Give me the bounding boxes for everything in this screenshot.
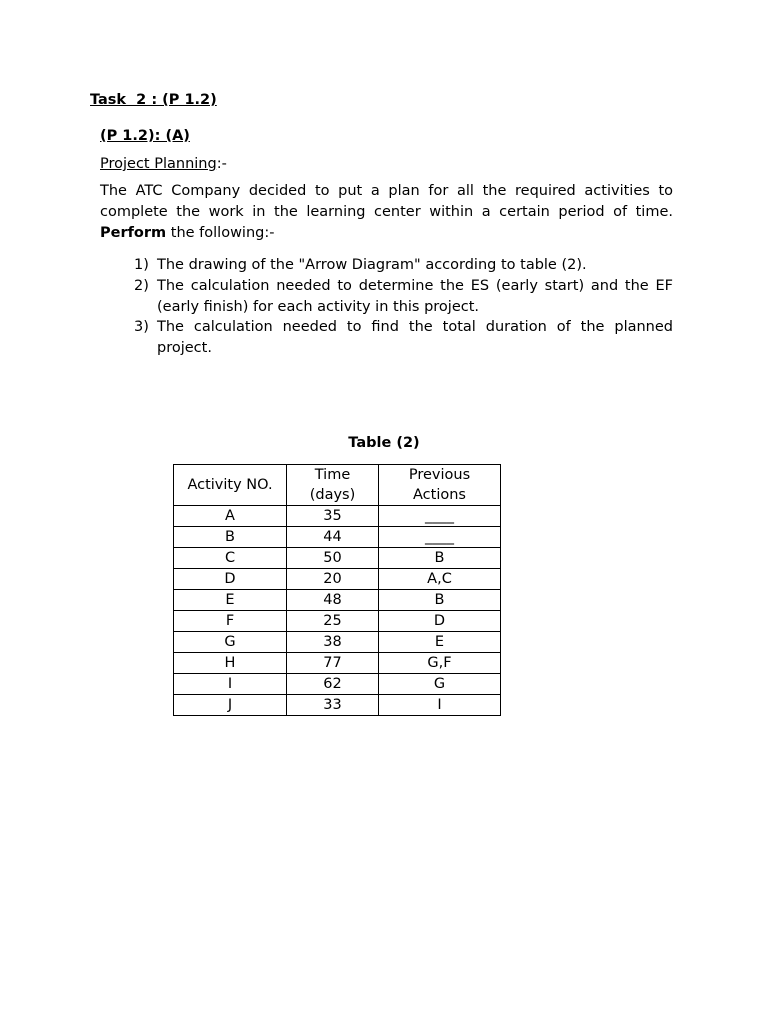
table-row <box>174 632 501 653</box>
cell-activity: E <box>174 590 287 611</box>
cell-previous: E <box>379 632 501 653</box>
header-previous-line1: Previous <box>408 467 471 483</box>
cell-time: 44 <box>287 527 379 548</box>
cell-previous: ____ <box>379 527 501 548</box>
cell-activity: J <box>174 695 287 716</box>
cell-previous: G,F <box>379 653 501 674</box>
table-header-row <box>174 465 501 506</box>
cell-activity: D <box>174 569 287 590</box>
table-row <box>174 506 501 527</box>
table-caption: Table (2) <box>348 435 420 451</box>
perform-word: Perform <box>100 225 167 241</box>
cell-previous: ____ <box>379 506 501 527</box>
table-row <box>174 548 501 569</box>
cell-activity: A <box>174 506 287 527</box>
planning-heading-suffix: :- <box>216 156 227 172</box>
task-number: 1) <box>134 257 149 273</box>
task-text: The drawing of the "Arrow Diagram" according to table (2). <box>157 257 587 273</box>
cell-time: 48 <box>287 590 379 611</box>
cell-time: 77 <box>287 653 379 674</box>
task-item <box>100 255 673 276</box>
cell-time: 33 <box>287 695 379 716</box>
table-row <box>174 653 501 674</box>
table-row <box>174 590 501 611</box>
cell-time: 38 <box>287 632 379 653</box>
cell-time: 62 <box>287 674 379 695</box>
table-row <box>174 611 501 632</box>
header-time-line1: Time <box>314 467 351 483</box>
cell-previous: G <box>379 674 501 695</box>
activities-table <box>173 464 501 716</box>
perform-suffix: the following:- <box>166 225 275 241</box>
cell-activity: F <box>174 611 287 632</box>
table-row <box>174 695 501 716</box>
cell-activity: G <box>174 632 287 653</box>
cell-previous: A,C <box>379 569 501 590</box>
header-previous-line2: Actions <box>413 487 466 503</box>
cell-activity: I <box>174 674 287 695</box>
table-row <box>174 527 501 548</box>
task-text: The calculation needed to determine the ES (early start) and the EF (early finish) for each activity in this project. <box>157 277 673 315</box>
task-list <box>100 255 673 359</box>
cell-time: 35 <box>287 506 379 527</box>
planning-heading <box>100 156 227 172</box>
planning-heading-label: Project Planning <box>100 156 217 172</box>
cell-activity: H <box>174 653 287 674</box>
cell-time: 25 <box>287 611 379 632</box>
header-time <box>287 465 379 506</box>
task-item <box>100 317 673 359</box>
cell-time: 50 <box>287 548 379 569</box>
task-item <box>100 276 673 318</box>
cell-previous: B <box>379 548 501 569</box>
cell-previous: I <box>379 695 501 716</box>
intro-paragraph <box>100 181 673 244</box>
task-text: The calculation needed to find the total duration of the planned project. <box>157 319 673 357</box>
header-activity: Activity NO. <box>174 465 287 506</box>
task-number: 3) <box>134 319 149 336</box>
intro-text: The ATC Company decided to put a plan for all the required activities to complete the work in the learning center within a certain period of time. <box>100 183 673 220</box>
table-row <box>174 569 501 590</box>
cell-previous: B <box>379 590 501 611</box>
task-number: 2) <box>134 277 149 294</box>
header-previous <box>379 465 501 506</box>
cell-activity: C <box>174 548 287 569</box>
task-title: Task 2 : (P 1.2) <box>90 92 217 108</box>
table-row <box>174 674 501 695</box>
cell-previous: D <box>379 611 501 632</box>
section-title: (P 1.2): (A) <box>100 128 190 144</box>
cell-activity: B <box>174 527 287 548</box>
header-time-line2: (days) <box>309 487 356 503</box>
cell-time: 20 <box>287 569 379 590</box>
